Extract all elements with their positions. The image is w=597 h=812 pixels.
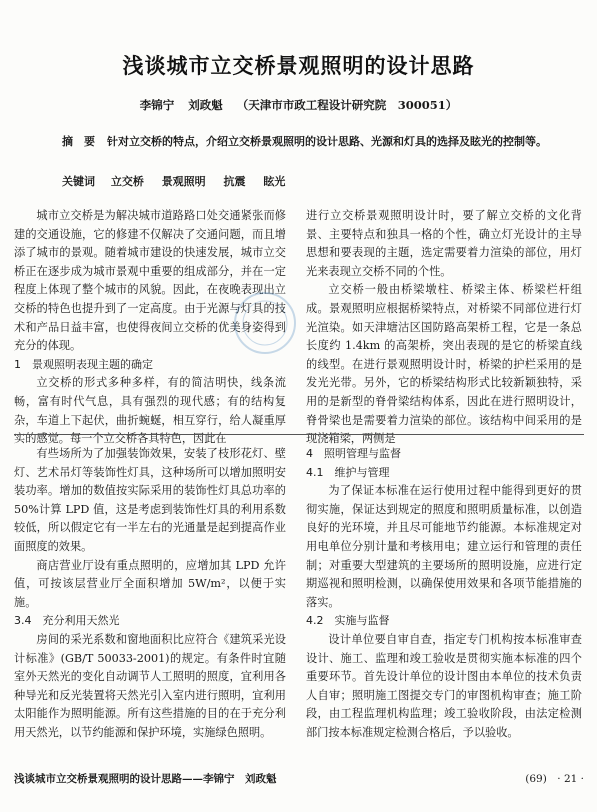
abstract-label: 摘 要 — [62, 135, 95, 148]
paragraph: 进行立交桥景观照明设计时，要了解立交桥的文化背景、主要特点和独具一格的个性，确立灯光设计的主导思想和要表现的主题，选定需要着力渲染的部位，用灯光来表现立交桥不同的个性。 — [306, 209, 582, 278]
keywords-label: 关键词 — [62, 175, 95, 188]
paragraph: 房间的采光系数和窗地面积比应符合《建筑采光设计标准》(GB/T 50033-2001)的规定。有条件时宜随室外天然光的变化自动调节人工照明的照度，宜利用各种导光和反光装置将天然光引入室内进行照明，宜利用太阳能作为照明能源。所有这些措施的目的在于充分利用天然光，以节约能源和保护环境，实施绿色照明。 — [14, 632, 286, 739]
lower-right-column — [306, 445, 582, 743]
paragraph: 城市立交桥是为解决城市道路路口处交通紧张而修建的交通设施，它的修建不仅解决了交通问题，而且增添了城市的景观。随着城市建设的快速发展，城市立交桥正在逐步成为城市景观中重要的组成部分，并在一定程度上体现了整个城市的风貌。因此，在夜晚表现出立交桥的特色也提升到了一定高度。由于光源与灯具的技术和产品日益丰富，也使得夜间立交桥的优美身姿得到充分的体现。 — [14, 209, 286, 353]
article-title: 浅谈城市立交桥景观照明的设计思路 — [122, 54, 475, 78]
section-heading: 3.4 充分利用天然光 — [14, 614, 120, 628]
paragraph: 为了保证本标准在运行使用过程中能得到更好的贯彻实施，保证达到规定的照度和照明质量标准，以创造良好的光环境，并且尽可能地节约能源。本标准规定对用电单位分别计量和考核用电；建立运行和管理的责任制；对重要大型建筑的主要场所的照明设施，应进行定期巡视和照明检测，以确保使用效果和各项节能措施的落实。 — [306, 484, 582, 609]
running-title: 浅谈城市立交桥景观照明的设计思路——李锦宁 刘政魁 — [14, 773, 277, 785]
watermark-stamp — [220, 288, 310, 358]
affiliation: （天津市市政工程设计研究院 300051） — [236, 98, 458, 112]
section-divider — [14, 434, 584, 435]
page-number: (69) · 21 · — [525, 773, 584, 785]
paragraph: 立交桥一般由桥梁墩柱、桥梁主体、桥梁栏杆组成。景观照明应根据桥梁特点，对桥梁不同部位进行灯光渲染。如天津塘沽区国防路高架桥工程，它是一条总长度约 1.4km 的高架桥，突出表现的是它的桥梁直线的线型。在进行景观照明设计时，桥梁的护栏采用的是发光光带。另外，它的桥梁结构形式比较新颖独特，采用的是新型的脊骨梁结构体系，因此在进行照明设计，脊骨梁也是需要着力渲染的部位。该结构中间采用的是现浇箱梁，两侧是 — [306, 283, 582, 446]
paragraph: 设计单位要自审自查，指定专门机构按本标准审查设计、施工、监理和竣工验收是贯彻实施本标准的四个重要环节。首先设计单位的设计图由本单位的技术负责人自审；照明施工图提交专门的审图机构审查；施工阶段，由工程监理机构监理；竣工验收阶段，由法定检测部门按本标准规定检测合格后，予以验收。 — [306, 632, 582, 739]
subsection-heading: 4.2 实施与监督 — [306, 614, 390, 628]
author-2: 刘政魁 — [188, 98, 223, 112]
upper-right-column — [306, 207, 582, 449]
abstract-text: 针对立交桥的特点，介绍立交桥景观照明的设计思路、光源和灯具的选择及眩光的控制等。 — [107, 135, 547, 148]
keyword: 眩光 — [263, 175, 286, 188]
keyword: 立交桥 — [110, 175, 144, 188]
author-1: 李锦宁 — [139, 98, 175, 112]
lower-left-column — [14, 445, 286, 743]
page-footer — [14, 771, 584, 786]
byline — [0, 97, 597, 113]
keyword: 景观照明 — [161, 175, 206, 188]
paragraph: 有些场所为了加强装饰效果，安装了枝形花灯、壁灯、艺术吊灯等装饰性灯具，这种场所可以增加照明安装功率。增加的数值按实际采用的装饰性灯具总功率的 50%计算 LPD 值，这是考虑到装饰性灯具的利用系数较低，所以假定它有一半左右的光通量是起到提高作业面照度的效果。 — [14, 447, 286, 553]
keyword: 抗震 — [223, 175, 246, 188]
keywords — [62, 172, 562, 192]
paragraph: 立交桥的形式多种多样，有的简洁明快，线条流畅，富有时代气息，具有强烈的现代感；有的结构复杂，车道上下起伏，曲折蜿蜒，相互穿行，给人凝重厚实的感觉。每一个立交桥各具特色，因此在 — [14, 376, 286, 446]
subsection-heading: 4.1 维护与管理 — [306, 465, 390, 479]
paragraph: 商店营业厅设有重点照明的，应增加其 LPD 允许值，可按该层营业厅全面积增加 5W/m²，以便于实施。 — [14, 558, 286, 609]
abstract — [40, 132, 560, 152]
section-heading: 4 照明管理与监督 — [306, 447, 401, 460]
section-heading: 1 景观照明表现主题的确定 — [14, 357, 153, 371]
